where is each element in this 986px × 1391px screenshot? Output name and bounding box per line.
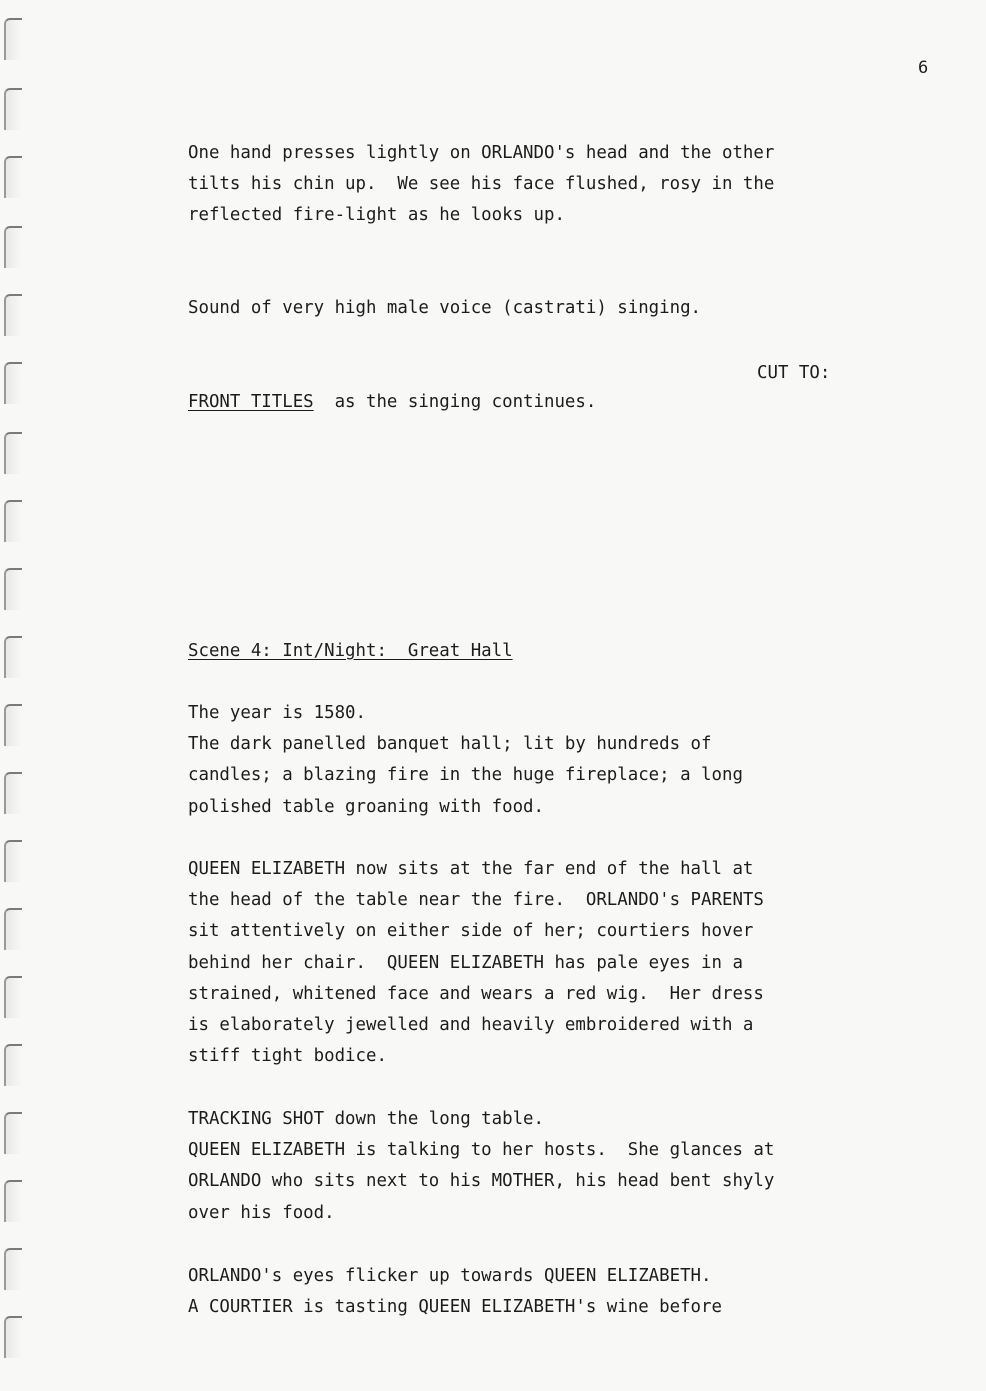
scene-heading: Scene 4: Int/Night: Great Hall (188, 641, 513, 661)
text-line: One hand presses lightly on ORLANDO's head and the other (188, 143, 775, 163)
action-paragraph-2 (188, 293, 848, 324)
text-line: ORLANDO's eyes flicker up towards QUEEN ELIZABETH. (188, 1266, 712, 1286)
text-line: stiff tight bodice. (188, 1046, 387, 1067)
text-line: candles; a blazing fire in the huge fireplace; a long (188, 765, 743, 786)
text-line: A COURTIER is tasting QUEEN ELIZABETH's wine before (188, 1297, 722, 1318)
text-line: sit attentively on either side of her; courtiers hover (188, 921, 754, 942)
page-number: 6 (918, 58, 929, 78)
text-line: the head of the table near the fire. ORLANDO's PARENTS (188, 890, 764, 911)
text-line: polished table groaning with food. (188, 796, 544, 817)
text-line: behind her chair. QUEEN ELIZABETH has pale eyes in a (188, 952, 743, 973)
text-line: TRACKING SHOT down the long table. (188, 1109, 544, 1129)
front-titles-heading: FRONT TITLES (188, 392, 314, 412)
action-paragraph-5 (188, 1104, 848, 1229)
text-line: QUEEN ELIZABETH is talking to her hosts. She glances at (188, 1140, 775, 1161)
scene-heading-line (188, 636, 848, 667)
text-line: The dark panelled banquet hall; lit by hundreds of (188, 734, 712, 755)
text-line: tilts his chin up. We see his face flushed, rosy in the (188, 174, 775, 195)
action-paragraph-1 (188, 138, 848, 232)
front-titles-line (188, 387, 848, 418)
text-line: The year is 1580. (188, 703, 366, 723)
text-line: Sound of very high male voice (castrati) singing. (188, 298, 702, 318)
text-line: strained, whitened face and wears a red wig. Her dress (188, 983, 764, 1004)
action-paragraph-4 (188, 854, 848, 1072)
binding-holes (0, 0, 26, 1391)
text-line: over his food. (188, 1202, 335, 1223)
transition-cut-to: CUT TO: (757, 363, 831, 383)
front-titles-text: as the singing continues. (313, 392, 597, 412)
text-line: QUEEN ELIZABETH now sits at the far end of the hall at (188, 859, 754, 879)
text-line: ORLANDO who sits next to his MOTHER, his head bent shyly (188, 1171, 775, 1192)
action-paragraph-6 (188, 1261, 848, 1323)
action-paragraph-3 (188, 698, 848, 823)
text-line: is elaborately jewelled and heavily embroidered with a (188, 1015, 754, 1036)
text-line: reflected fire-light as he looks up. (188, 205, 565, 226)
